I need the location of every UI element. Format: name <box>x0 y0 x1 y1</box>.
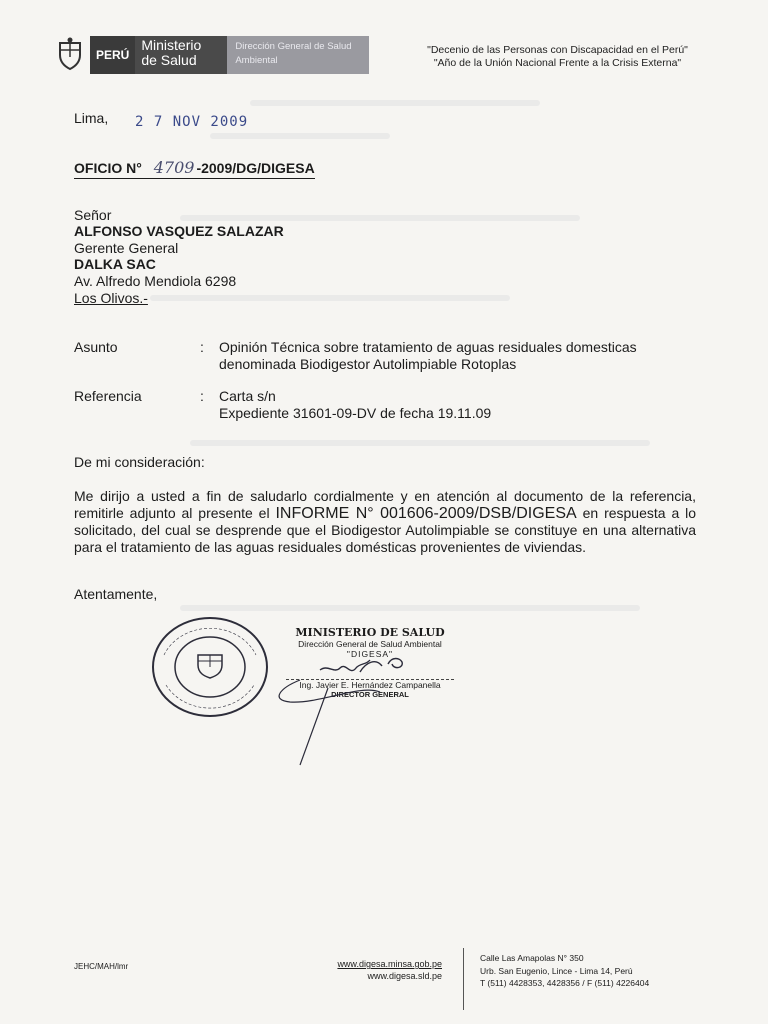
oficio-reference <box>74 158 315 179</box>
signature-org: MINISTERIO DE SALUD <box>295 626 445 639</box>
date-stamp: 2 7 NOV 2009 <box>135 114 249 130</box>
footer-website-2[interactable]: www.digesa.sld.pe <box>367 971 442 981</box>
footer-address-line-1: Calle Las Amapolas N° 350 <box>480 953 584 963</box>
asunto-colon: : <box>200 339 204 355</box>
footer-address <box>480 952 649 990</box>
referencia-line-1: Carta s/n <box>219 388 276 404</box>
footer-initials: JEHC/MAH/lmr <box>74 962 129 971</box>
asunto-line-2: denominada Biodigestor Autolimpiable Rotoplas <box>219 356 517 372</box>
logo-peru-label: PERÚ <box>90 36 135 74</box>
place-label: Lima, <box>74 110 109 126</box>
referencia-line-2: Expediente 31601-09-DV de fecha 19.11.09 <box>219 405 492 421</box>
peru-coat-of-arms-icon <box>55 37 85 71</box>
footer-websites <box>300 958 442 982</box>
logo-ministerio-label: Ministerio de Salud <box>135 36 227 74</box>
salutation-to: Señor <box>74 207 112 223</box>
body-paragraph <box>74 488 696 556</box>
recipient-name: ALFONSO VASQUEZ SALAZAR <box>74 223 284 239</box>
oficio-suffix: -2009/DG/DIGESA <box>196 160 315 176</box>
body-part-2: en respuesta a lo solicitado, del cual se desprende que el Biodigestor Autolimpiable se constituye en una alternativa para el tratamiento de las aguas residuales domésticas provenientes de viviendas. <box>74 505 697 555</box>
referencia-label: Referencia <box>74 388 142 404</box>
body-informe-reference: INFORME N° 001606-2009/DSB/DIGESA <box>275 505 577 522</box>
body-part-1: Me dirijo a usted a fin de saludarlo cordialmente y en atención al documento de la referencia, remitirle adjunto al presente el <box>74 488 696 521</box>
footer-address-line-2: Urb. San Eugenio, Lince - Lima 14, Perú <box>480 965 633 976</box>
oficio-number: 4709 <box>153 158 195 177</box>
bleed-through-mark <box>180 605 640 611</box>
closing: Atentamente, <box>74 586 158 602</box>
asunto-label: Asunto <box>74 339 118 355</box>
asunto-line-1: Opinión Técnica sobre tratamiento de aguas residuales domesticas <box>219 339 637 355</box>
referencia-colon: : <box>200 388 204 404</box>
signature-role: DIRECTOR GENERAL <box>331 690 409 699</box>
bleed-through-mark <box>250 100 540 106</box>
decenio-line-1: "Decenio de las Personas con Discapacidad en el Perú" <box>427 44 688 56</box>
oficio-prefix: OFICIO N° <box>74 160 142 176</box>
recipient-title: Gerente General <box>74 240 179 256</box>
signature-digesa: "DIGESA" <box>346 649 394 659</box>
signature-direction: Dirección General de Salud Ambiental <box>298 639 442 649</box>
recipient-company: DALKA SAC <box>74 256 156 272</box>
greeting: De mi consideración: <box>74 454 205 470</box>
signature-name: Ing. Javier E. Hernández Campanella <box>299 680 441 690</box>
handwritten-signature <box>260 640 450 770</box>
recipient-address: Av. Alfredo Mendiola 6298 <box>74 273 237 289</box>
footer-address-line-3: T (511) 4428353, 4428356 / F (511) 4226404 <box>480 978 650 988</box>
footer-divider <box>463 948 464 1010</box>
bleed-through-mark <box>190 440 650 446</box>
logo-direccion-label: Dirección General de Salud Ambiental <box>227 36 369 74</box>
decenio-motto <box>420 44 695 70</box>
recipient-district: Los Olivos.- <box>74 290 148 306</box>
bleed-through-mark <box>180 215 580 221</box>
official-seal <box>150 615 272 720</box>
bleed-through-mark <box>150 295 510 301</box>
bleed-through-mark <box>210 133 390 139</box>
decenio-line-2: "Año de la Unión Nacional Frente a la Crisis Externa" <box>433 57 682 69</box>
ministry-logo <box>90 36 369 74</box>
footer-website-1[interactable]: www.digesa.minsa.gob.pe <box>337 959 442 969</box>
